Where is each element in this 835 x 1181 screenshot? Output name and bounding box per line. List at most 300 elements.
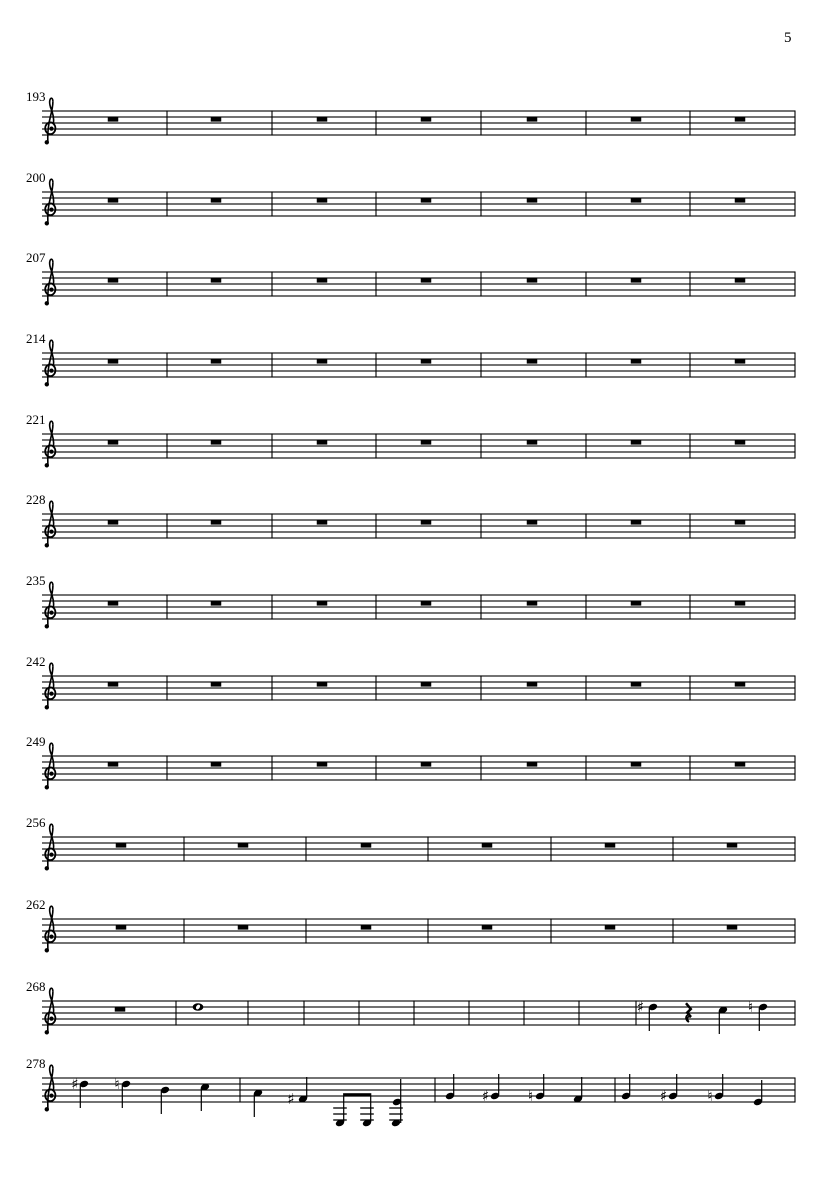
barline xyxy=(585,513,586,538)
barline xyxy=(271,755,272,780)
quarter-note xyxy=(71,1075,89,1108)
barline xyxy=(375,271,376,296)
staff-line xyxy=(42,364,795,365)
barline xyxy=(585,433,586,458)
barline xyxy=(166,191,167,216)
staff-line xyxy=(42,433,795,434)
staff-line xyxy=(42,854,795,855)
staff-line xyxy=(42,1095,795,1096)
note-stem xyxy=(161,1091,162,1114)
treble-clef-icon xyxy=(45,988,56,1034)
staff-line xyxy=(42,197,795,198)
barline xyxy=(585,271,586,296)
staff-line xyxy=(42,134,795,135)
staff-line xyxy=(42,1077,795,1078)
barline xyxy=(480,594,481,619)
barline xyxy=(375,755,376,780)
staff-line xyxy=(42,767,795,768)
staff-line xyxy=(42,761,795,762)
note-stem xyxy=(306,1077,307,1098)
treble-clef-icon xyxy=(45,743,56,789)
quarter-note xyxy=(200,1083,210,1111)
natural-icon: ♮ xyxy=(114,1075,120,1093)
whole-rest xyxy=(238,843,249,848)
barline xyxy=(427,836,428,861)
treble-clef-icon xyxy=(45,421,56,467)
barline xyxy=(375,675,376,700)
whole-rest xyxy=(631,440,642,445)
whole-rest xyxy=(631,762,642,767)
barline xyxy=(271,191,272,216)
treble-clef-icon xyxy=(45,906,56,952)
whole-rest xyxy=(527,278,538,283)
staff-system xyxy=(26,412,796,468)
barline xyxy=(305,836,306,861)
whole-rest xyxy=(317,117,328,122)
whole-rest xyxy=(421,278,432,283)
staff-line xyxy=(42,699,795,700)
whole-rest xyxy=(421,601,432,606)
whole-rest xyxy=(211,520,222,525)
barline xyxy=(523,1000,524,1025)
staff-line xyxy=(42,1101,795,1102)
whole-rest xyxy=(735,520,746,525)
staff-system xyxy=(26,734,796,790)
barline xyxy=(585,191,586,216)
whole-rest xyxy=(317,762,328,767)
treble-clef-icon xyxy=(45,179,56,225)
staff-system xyxy=(26,979,796,1035)
staff-line xyxy=(42,936,795,937)
whole-rest xyxy=(727,843,738,848)
whole-rest xyxy=(108,762,119,767)
barline xyxy=(794,433,795,458)
barline xyxy=(480,755,481,780)
measure-number: 235 xyxy=(26,573,46,588)
note-stem xyxy=(254,1094,255,1117)
barline xyxy=(166,755,167,780)
staff-line xyxy=(42,918,795,919)
barline xyxy=(585,594,586,619)
whole-rest xyxy=(317,440,328,445)
barline xyxy=(672,836,673,861)
measure-number: 256 xyxy=(26,815,46,830)
whole-rest xyxy=(631,601,642,606)
treble-clef-icon xyxy=(45,1065,56,1111)
whole-rest xyxy=(317,520,328,525)
staff-line xyxy=(42,277,795,278)
barline xyxy=(375,513,376,538)
barline xyxy=(166,675,167,700)
note-stem xyxy=(498,1074,499,1095)
whole-rest xyxy=(631,117,642,122)
barline xyxy=(271,513,272,538)
staff-line xyxy=(42,618,795,619)
whole-rest xyxy=(631,278,642,283)
barline xyxy=(303,1000,304,1025)
whole-rest xyxy=(108,359,119,364)
staff-line xyxy=(42,358,795,359)
staff-system xyxy=(26,492,796,548)
barline xyxy=(794,1000,795,1025)
whole-rest xyxy=(527,117,538,122)
staff-line xyxy=(42,122,795,123)
staff-line xyxy=(42,1089,795,1090)
whole-rest xyxy=(211,682,222,687)
whole-rest xyxy=(108,601,119,606)
staff-line xyxy=(42,755,795,756)
barline xyxy=(271,594,272,619)
whole-rest xyxy=(108,520,119,525)
barline xyxy=(794,191,795,216)
barline xyxy=(427,918,428,943)
ledger-line xyxy=(333,1113,347,1114)
staff-system xyxy=(26,815,796,871)
barline xyxy=(271,110,272,135)
staff-line xyxy=(42,687,795,688)
whole-rest xyxy=(116,843,127,848)
ledger-line xyxy=(360,1113,374,1114)
staff-line xyxy=(42,376,795,377)
staff-line xyxy=(42,191,795,192)
whole-rest xyxy=(735,278,746,283)
staff-line xyxy=(42,451,795,452)
whole-rest xyxy=(211,117,222,122)
barline xyxy=(794,594,795,619)
staff-line xyxy=(42,924,795,925)
barline xyxy=(794,271,795,296)
staff-line xyxy=(42,773,795,774)
staff-system xyxy=(26,654,796,710)
treble-clef-icon xyxy=(45,98,56,144)
staff-system xyxy=(26,89,796,145)
barline xyxy=(614,1077,615,1102)
staff-line xyxy=(42,537,795,538)
barline xyxy=(689,594,690,619)
whole-rest xyxy=(527,440,538,445)
page-number: 5 xyxy=(784,30,792,46)
barline xyxy=(375,110,376,135)
staff-system xyxy=(26,573,796,629)
barline xyxy=(166,594,167,619)
whole-rest xyxy=(605,925,616,930)
whole-rest xyxy=(108,278,119,283)
staff-line xyxy=(42,1012,795,1013)
quarter-note xyxy=(748,998,768,1031)
barline xyxy=(794,918,795,943)
staff-line xyxy=(42,681,795,682)
staff-line xyxy=(42,445,795,446)
treble-clef-icon xyxy=(45,259,56,305)
whole-rest xyxy=(211,762,222,767)
staff-system xyxy=(26,170,796,226)
staff-line xyxy=(42,1024,795,1025)
whole-rest xyxy=(727,925,738,930)
staff-line xyxy=(42,1000,795,1001)
staff-line xyxy=(42,352,795,353)
measure-number: 207 xyxy=(26,250,46,265)
treble-clef-icon xyxy=(45,582,56,628)
staff-line xyxy=(42,457,795,458)
whole-rest xyxy=(421,520,432,525)
beamed-eighth-notes xyxy=(333,1093,374,1127)
treble-clef-icon xyxy=(45,501,56,547)
whole-note xyxy=(193,1003,204,1010)
staff-line xyxy=(42,1006,795,1007)
staff-system xyxy=(26,250,796,306)
whole-rest xyxy=(735,601,746,606)
measure-number: 200 xyxy=(26,170,46,185)
barline xyxy=(271,271,272,296)
barline xyxy=(578,1000,579,1025)
whole-rest xyxy=(108,682,119,687)
staff-line xyxy=(42,128,795,129)
whole-rest xyxy=(317,359,328,364)
measure-number: 249 xyxy=(26,734,46,749)
whole-rest xyxy=(527,762,538,767)
whole-rest xyxy=(421,762,432,767)
barline xyxy=(794,755,795,780)
whole-rest xyxy=(361,843,372,848)
barline xyxy=(585,352,586,377)
whole-rest xyxy=(211,440,222,445)
whole-rest xyxy=(482,925,493,930)
staff-line xyxy=(42,600,795,601)
whole-rest xyxy=(116,925,127,930)
measure-number: 214 xyxy=(26,331,46,346)
staff-line xyxy=(42,675,795,676)
staff-line xyxy=(42,519,795,520)
note-stem xyxy=(759,1008,760,1031)
barline xyxy=(794,1077,795,1102)
staff-line xyxy=(42,860,795,861)
whole-rest xyxy=(211,278,222,283)
whole-rest xyxy=(631,520,642,525)
barline xyxy=(794,675,795,700)
barline xyxy=(183,836,184,861)
note-stem xyxy=(629,1074,630,1095)
barline xyxy=(434,1077,435,1102)
note-stem xyxy=(722,1074,723,1095)
staff-line xyxy=(42,295,795,296)
barline xyxy=(480,271,481,296)
whole-rest xyxy=(735,117,746,122)
treble-clef-icon xyxy=(45,663,56,709)
natural-icon: ♮ xyxy=(747,998,754,1016)
barline xyxy=(271,352,272,377)
barline xyxy=(166,433,167,458)
note-stem xyxy=(719,1011,720,1034)
barline xyxy=(239,1077,240,1102)
natural-icon: ♮ xyxy=(527,1087,534,1105)
barline xyxy=(183,918,184,943)
measure-number: 278 xyxy=(26,1056,46,1071)
quarter-note xyxy=(160,1086,170,1114)
measure-number: 228 xyxy=(26,492,46,507)
barline xyxy=(166,110,167,135)
whole-rest xyxy=(631,359,642,364)
barline xyxy=(689,271,690,296)
barline xyxy=(794,513,795,538)
barline xyxy=(480,513,481,538)
whole-rest xyxy=(631,682,642,687)
staff-line xyxy=(42,779,795,780)
beam xyxy=(343,1093,371,1096)
measure-number: 221 xyxy=(26,412,46,427)
ledger-line xyxy=(360,1107,374,1108)
barline xyxy=(166,352,167,377)
whole-rest xyxy=(421,198,432,203)
measure-number: 193 xyxy=(26,89,46,104)
barline xyxy=(480,352,481,377)
barline xyxy=(166,271,167,296)
barline xyxy=(413,1000,414,1025)
whole-rest xyxy=(317,198,328,203)
note-stem xyxy=(80,1085,81,1108)
staff-line xyxy=(42,215,795,216)
staff-line xyxy=(42,848,795,849)
staff-line xyxy=(42,606,795,607)
whole-rest xyxy=(527,682,538,687)
whole-rest xyxy=(211,198,222,203)
barline xyxy=(175,1000,176,1025)
measure-number: 262 xyxy=(26,897,46,912)
note-stem xyxy=(676,1074,677,1095)
whole-rest xyxy=(317,682,328,687)
barline xyxy=(358,1000,359,1025)
barline xyxy=(689,110,690,135)
barline xyxy=(585,675,586,700)
staff-line xyxy=(42,942,795,943)
staff-line xyxy=(42,283,795,284)
whole-rest xyxy=(211,601,222,606)
ledger-line xyxy=(333,1107,347,1108)
barline xyxy=(550,918,551,943)
staff-line xyxy=(42,203,795,204)
barline xyxy=(480,191,481,216)
barline xyxy=(689,755,690,780)
note-stem xyxy=(581,1077,582,1098)
measure-number: 268 xyxy=(26,979,46,994)
barline xyxy=(166,513,167,538)
quarter-note xyxy=(287,1077,308,1108)
whole-rest xyxy=(527,601,538,606)
staff-line xyxy=(42,525,795,526)
whole-rest xyxy=(527,198,538,203)
note-stem xyxy=(370,1096,371,1122)
whole-rest xyxy=(211,359,222,364)
whole-rest xyxy=(631,198,642,203)
barline xyxy=(375,191,376,216)
staff-line xyxy=(42,930,795,931)
whole-rest xyxy=(421,682,432,687)
barline xyxy=(689,352,690,377)
barline xyxy=(672,918,673,943)
measure-number: 242 xyxy=(26,654,46,669)
staff-system xyxy=(26,331,796,387)
barline xyxy=(794,836,795,861)
staff-line xyxy=(42,370,795,371)
whole-rest xyxy=(735,682,746,687)
barline xyxy=(247,1000,248,1025)
whole-rest xyxy=(735,359,746,364)
whole-rest xyxy=(735,198,746,203)
staff-line xyxy=(42,693,795,694)
whole-rest xyxy=(238,925,249,930)
note-stem xyxy=(649,1008,650,1031)
note-stem xyxy=(400,1079,401,1123)
barline xyxy=(794,352,795,377)
whole-rest xyxy=(108,440,119,445)
staff-line xyxy=(42,594,795,595)
barline xyxy=(689,675,690,700)
barline xyxy=(480,675,481,700)
quarter-note xyxy=(253,1089,263,1117)
barline xyxy=(305,918,306,943)
sharp-icon: ♯ xyxy=(71,1075,79,1093)
quarter-note xyxy=(114,1075,131,1108)
staff-line xyxy=(42,209,795,210)
note-stem xyxy=(343,1096,344,1122)
treble-clef-icon xyxy=(45,824,56,870)
staff-line xyxy=(42,110,795,111)
staff-line xyxy=(42,1018,795,1019)
barline xyxy=(689,513,690,538)
note-stem xyxy=(453,1074,454,1095)
whole-rest xyxy=(421,359,432,364)
barline xyxy=(794,110,795,135)
whole-rest xyxy=(115,1007,126,1012)
whole-rest xyxy=(735,440,746,445)
whole-rest xyxy=(527,520,538,525)
whole-rest xyxy=(527,359,538,364)
whole-rest xyxy=(317,278,328,283)
staff-line xyxy=(42,439,795,440)
note-stem xyxy=(122,1085,123,1108)
barline xyxy=(468,1000,469,1025)
barline xyxy=(585,110,586,135)
whole-rest xyxy=(317,601,328,606)
barline xyxy=(550,836,551,861)
barline xyxy=(271,675,272,700)
note-stem xyxy=(543,1074,544,1095)
staff-line xyxy=(42,271,795,272)
quarter-note xyxy=(637,998,658,1031)
treble-clef-icon xyxy=(45,340,56,386)
whole-rest xyxy=(108,117,119,122)
barline xyxy=(375,352,376,377)
chord-note xyxy=(389,1079,403,1127)
whole-rest xyxy=(735,762,746,767)
barline xyxy=(271,433,272,458)
note-stem xyxy=(201,1088,202,1111)
staff-line xyxy=(42,836,795,837)
barline xyxy=(375,433,376,458)
sharp-icon: ♯ xyxy=(636,998,645,1016)
barline xyxy=(585,755,586,780)
quarter-note xyxy=(718,1006,728,1034)
barline xyxy=(689,191,690,216)
staff-line xyxy=(42,1083,795,1084)
barline xyxy=(480,433,481,458)
note-stem xyxy=(761,1080,762,1101)
whole-rest xyxy=(605,843,616,848)
barline xyxy=(375,594,376,619)
staff-line xyxy=(42,116,795,117)
sharp-icon: ♯ xyxy=(287,1090,295,1108)
staff-system xyxy=(26,897,796,953)
whole-rest xyxy=(482,843,493,848)
